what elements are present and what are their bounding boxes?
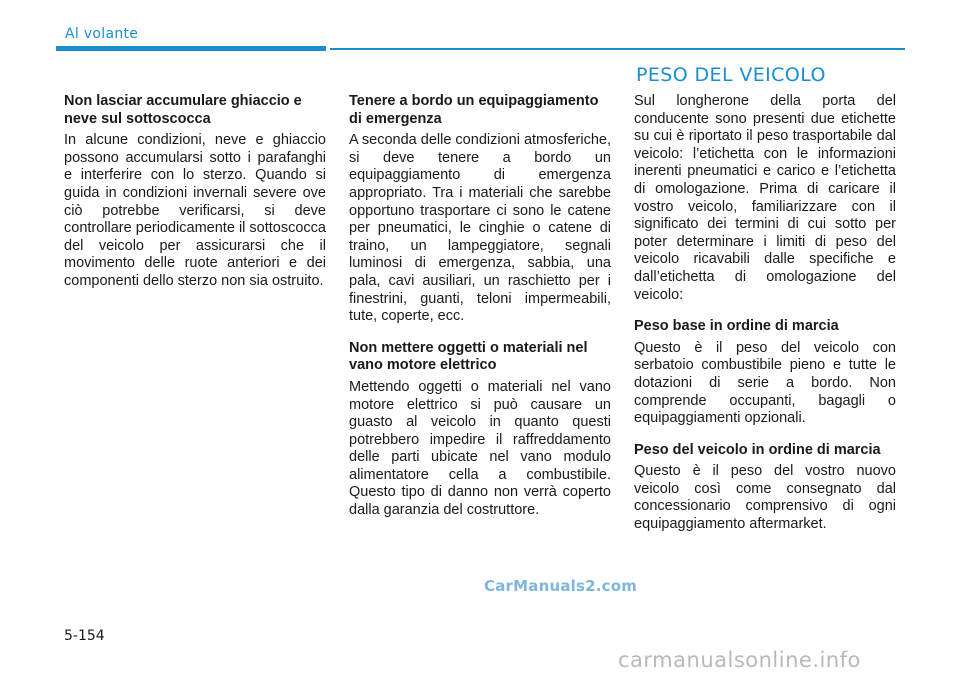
page-number: 5-154 [64, 628, 105, 644]
header-rule-thin [330, 48, 905, 50]
section-title: PESO DEL VEICOLO [636, 64, 826, 86]
column-right [634, 93, 896, 534]
watermark-carmanualsonline: carmanualsonline.info [618, 648, 861, 672]
paragraph-engine-compartment: Mettendo oggetti o materiali nel vano motore elettrico si può causare un guasto al veicolo in quanto questi potrebbero impedire il raffreddamento delle parti ubicate nel vano modulo alimentatore cella a combustibile. Questo tipo di danno non verrà coperto dalla garanzia del costruttore. [349, 378, 611, 519]
watermark-carmanuals2: CarManuals2.com [484, 577, 638, 595]
heading-engine-compartment: Non mettere oggetti o materiali nel vano motore elettrico [349, 339, 588, 374]
paragraph-delivered-weight: Questo è il peso del vostro nuovo veicolo così come consegnato dal concessionario comprensivo di ogni equipaggiamento aftermarket. [634, 463, 896, 533]
paragraph-emergency-equipment: A seconda delle condizioni atmosferiche, si deve tenere a bordo un equipaggiamento di emergenza appropriato. Tra i materiali che sarebbe opportuno trasportare ci sono le catene per pneumatici, le cinghie o catene di traino, un lampeggiatore, segnali luminosi di emergenza, sabbia, una pala, cavi ausiliari, un raschietto per i finestrini, guanti, teloni impermeabili, tute, coperte, ecc. [349, 132, 611, 325]
column-middle [349, 93, 611, 520]
column-left [64, 93, 326, 291]
paragraph-curb-weight: Questo è il peso del veicolo con serbatoio combustibile pieno e tutte le dotazioni di serie a bordo. Non comprende occupanti, bagagli o equipaggiamenti opzionali. [634, 339, 896, 427]
heading-ice-snow: Non lasciar accumulare ghiaccio e neve sul sottoscocca [64, 93, 302, 127]
heading-emergency-equipment: Tenere a bordo un equipaggiamento di emergenza [349, 93, 599, 127]
header-rule-thick [56, 46, 326, 51]
section-label: Al volante [65, 26, 139, 42]
paragraph-ice-snow: In alcune condizioni, neve e ghiaccio possono accumularsi sotto i parafanghi e interferire con lo sterzo. Quando si guida in condizioni invernali severe ove ciò potrebbe verificarsi, si deve controllare periodicamente il sottoscocca del veicolo per assicurarsi che il movimento delle ruote anteriori e dei componenti dello sterzo non sia ostruito. [64, 132, 326, 289]
heading-delivered-weight: Peso del veicolo in ordine di marcia [634, 441, 881, 458]
heading-curb-weight: Peso base in ordine di marcia [634, 318, 839, 335]
paragraph-weight-intro: Sul longherone della porta del conducente sono presenti due etichette su cui è riportato il peso trasportabile dal veicolo: l’etichetta con le informazioni inerenti pneumatici e carico e l’etichetta di omologazione. Prima di caricare il vostro veicolo, familiarizzare con il significato dei termini di cui sotto per poter determinare i limiti di peso del veicolo ricavabili dalle specifiche e dall’etichetta di omologazione del veicolo: [634, 93, 896, 303]
